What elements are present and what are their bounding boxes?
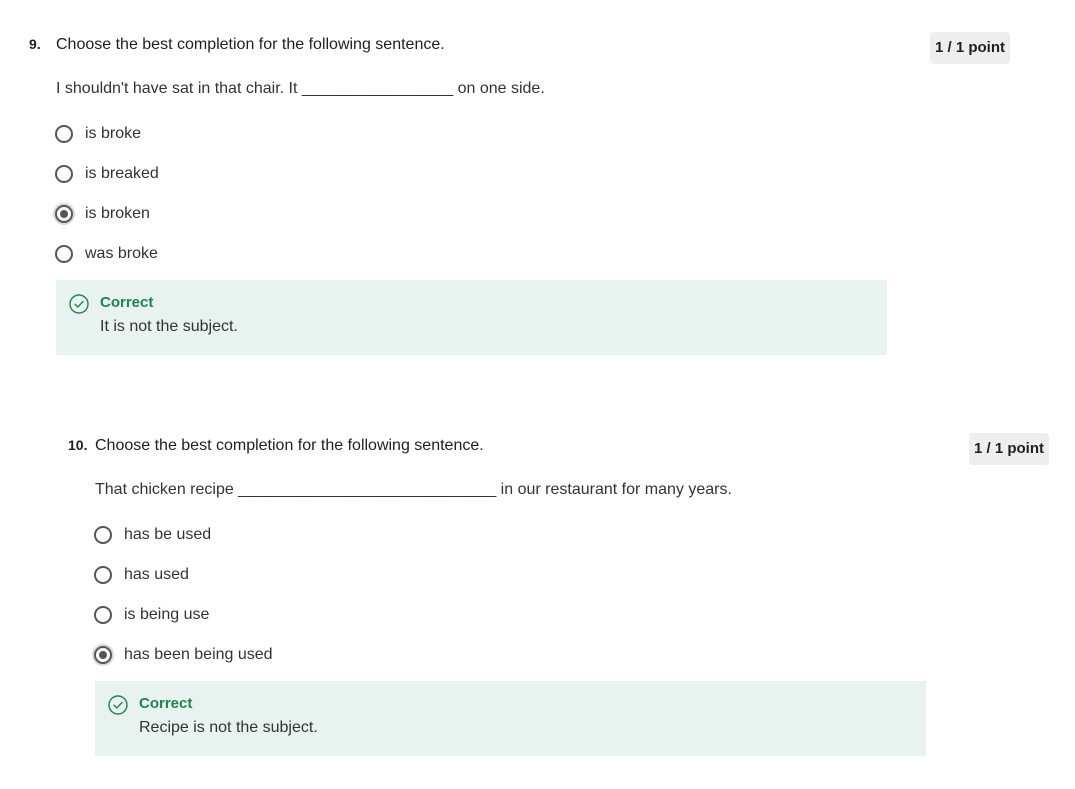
check-circle-icon <box>69 294 89 314</box>
answer-option[interactable] <box>55 122 159 146</box>
answer-option[interactable] <box>94 603 273 627</box>
answer-option[interactable] <box>94 523 273 547</box>
option-label: is being use <box>124 606 210 623</box>
radio-button[interactable] <box>55 245 73 263</box>
feedback-title: Correct <box>139 695 193 712</box>
feedback-box <box>95 681 926 756</box>
answer-option[interactable] <box>55 202 159 226</box>
feedback-text: Recipe is not the subject. <box>139 719 318 736</box>
option-label: is broken <box>85 205 150 222</box>
points-badge: 1 / 1 point <box>969 433 1049 465</box>
answer-option[interactable] <box>94 643 273 667</box>
radio-button-selected[interactable] <box>94 646 112 664</box>
answer-options <box>55 122 159 282</box>
question-sentence: That chicken recipe _____________________________ in our restaurant for many years. <box>95 481 732 498</box>
option-label: has been being used <box>124 646 273 663</box>
radio-button[interactable] <box>55 165 73 183</box>
option-label: was broke <box>85 245 158 262</box>
radio-button[interactable] <box>94 566 112 584</box>
radio-button[interactable] <box>94 526 112 544</box>
answer-option[interactable] <box>55 162 159 186</box>
radio-button[interactable] <box>55 125 73 143</box>
answer-options <box>94 523 273 683</box>
question-number: 9. <box>29 36 41 52</box>
feedback-box <box>56 280 887 355</box>
answer-option[interactable] <box>94 563 273 587</box>
radio-button-selected[interactable] <box>55 205 73 223</box>
answer-option[interactable] <box>55 242 159 266</box>
option-label: has used <box>124 566 189 583</box>
option-label: is broke <box>85 125 142 142</box>
feedback-text: It is not the subject. <box>100 318 238 335</box>
question-prompt: Choose the best completion for the following sentence. <box>56 36 445 53</box>
question-number: 10. <box>68 437 88 453</box>
feedback-title: Correct <box>100 294 154 311</box>
question-sentence: I shouldn't have sat in that chair. It _________________ on one side. <box>56 80 545 97</box>
option-label: has be used <box>124 526 212 543</box>
question-prompt: Choose the best completion for the following sentence. <box>95 437 484 454</box>
check-circle-icon <box>108 695 128 715</box>
option-label: is breaked <box>85 165 159 182</box>
radio-button[interactable] <box>94 606 112 624</box>
points-badge: 1 / 1 point <box>930 32 1010 64</box>
